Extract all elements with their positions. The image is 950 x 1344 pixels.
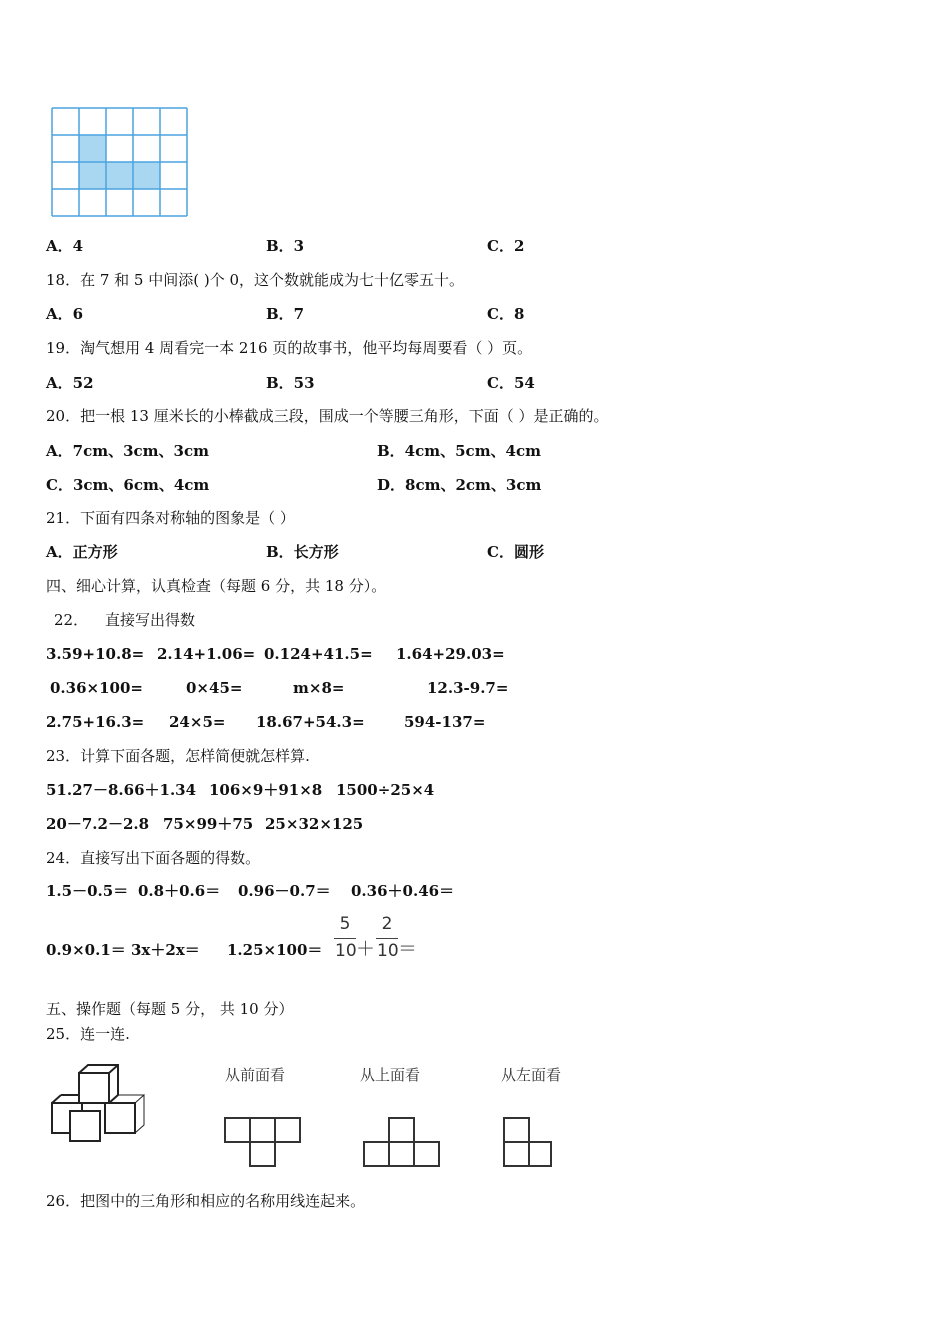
fraction-equals: ＝ xyxy=(398,938,418,960)
q20-stem: 20．把一根 13 厘米长的小棒截成三段，围成一个等腰三角形，下面（ ）是正确的。 xyxy=(46,407,609,425)
view-label-top: 从上面看 xyxy=(360,1066,421,1084)
view-label-front: 从前面看 xyxy=(225,1066,286,1084)
q22-expr: 18.67+54.3= xyxy=(256,713,365,731)
section-5-title: 五、操作题（每题 5 分， 共 10 分） xyxy=(46,1000,294,1018)
q18-option-b[interactable]: B．7 xyxy=(266,305,305,323)
view-label-left: 从左面看 xyxy=(501,1066,562,1084)
q22-expr: m×8= xyxy=(293,679,345,697)
q18-option-c[interactable]: C．8 xyxy=(487,305,525,323)
q22-expr: 24×5= xyxy=(169,713,226,731)
fraction-a-bar xyxy=(334,938,356,939)
q17-option-c[interactable]: C．2 xyxy=(487,237,525,255)
q24-expr: 0.96－0.7＝ xyxy=(238,882,331,900)
q24-expr: 0.9×0.1＝ xyxy=(46,941,126,959)
shaded-cell xyxy=(106,162,133,189)
fraction-b-bar xyxy=(376,938,398,939)
fraction-b-denominator: 10 xyxy=(377,941,399,961)
q20-option-a[interactable]: A．7cm、3cm、3cm xyxy=(46,442,209,460)
q22-number: 22． xyxy=(54,611,89,629)
q21-option-b[interactable]: B．长方形 xyxy=(266,543,339,561)
q22-expr: 2.75+16.3= xyxy=(46,713,145,731)
q22-expr: 3.59+10.8= xyxy=(46,645,145,663)
q22-expr: 0×45= xyxy=(186,679,243,697)
q22-expr: 594-137= xyxy=(404,713,486,731)
q24-stem: 24．直接写出下面各题的得数。 xyxy=(46,849,261,867)
front-view-figure[interactable] xyxy=(222,1115,304,1170)
q22-expr: 0.36×100= xyxy=(50,679,143,697)
q23-stem: 23．计算下面各题，怎样简便就怎样算. xyxy=(46,747,310,765)
q24-expr: 1.25×100＝ xyxy=(227,941,323,959)
q17-option-a[interactable]: A．4 xyxy=(46,237,84,255)
cube-stack-figure xyxy=(50,1063,162,1145)
section-4-title: 四、细心计算，认真检查（每题 6 分，共 18 分）。 xyxy=(46,577,387,595)
q21-stem: 21．下面有四条对称轴的图象是（ ） xyxy=(46,509,295,527)
q21-option-c[interactable]: C．圆形 xyxy=(487,543,544,561)
shaded-cell xyxy=(79,162,106,189)
q22-title: 直接写出得数 xyxy=(105,611,196,629)
q23-expr: 20－7.2－2.8 xyxy=(46,815,150,833)
shaded-cell xyxy=(133,162,160,189)
q23-expr: 51.27－8.66＋1.34 xyxy=(46,781,197,799)
q20-option-b[interactable]: B．4cm、5cm、4cm xyxy=(377,442,542,460)
q18-stem: 18．在 7 和 5 中间添( )个 0，这个数就能成为七十亿零五十。 xyxy=(46,271,465,289)
q21-option-a[interactable]: A．正方形 xyxy=(46,543,118,561)
shaded-grid-figure xyxy=(50,106,190,218)
q23-expr: 25×32×125 xyxy=(265,815,364,833)
q24-expr: 0.36＋0.46＝ xyxy=(351,882,455,900)
q22-expr: 0.124+41.5= xyxy=(264,645,373,663)
q20-option-d[interactable]: D．8cm、2cm、3cm xyxy=(377,476,542,494)
q22-expr: 1.64+29.03= xyxy=(396,645,505,663)
fraction-b-numerator: 2 xyxy=(381,914,393,934)
q23-expr: 1500÷25×4 xyxy=(336,781,435,799)
q20-option-c[interactable]: C．3cm、6cm、4cm xyxy=(46,476,210,494)
q24-expr: 3x＋2x＝ xyxy=(131,941,200,959)
q19-option-a[interactable]: A．52 xyxy=(46,374,94,392)
left-view-figure[interactable] xyxy=(501,1115,557,1170)
q19-stem: 19．淘气想用 4 周看完一本 216 页的故事书，他平均每周要看（ ）页。 xyxy=(46,339,533,357)
q18-option-a[interactable]: A．6 xyxy=(46,305,84,323)
fraction-plus: ＋ xyxy=(356,938,376,960)
q25-stem: 25．连一连. xyxy=(46,1025,130,1043)
q24-expr: 1.5－0.5＝ xyxy=(46,882,129,900)
q19-option-b[interactable]: B．53 xyxy=(266,374,315,392)
q23-expr: 106×9＋91×8 xyxy=(209,781,323,799)
q23-expr: 75×99＋75 xyxy=(163,815,254,833)
q17-option-b[interactable]: B．3 xyxy=(266,237,305,255)
top-view-figure[interactable] xyxy=(361,1115,443,1170)
fraction-a-numerator: 5 xyxy=(339,914,351,934)
q24-expr: 0.8＋0.6＝ xyxy=(138,882,221,900)
q26-stem: 26．把图中的三角形和相应的名称用线连起来。 xyxy=(46,1192,366,1210)
fraction-a-denominator: 10 xyxy=(335,941,357,961)
q22-expr: 2.14+1.06= xyxy=(157,645,256,663)
q19-option-c[interactable]: C．54 xyxy=(487,374,535,392)
q22-expr: 12.3-9.7= xyxy=(427,679,509,697)
shaded-cell xyxy=(79,135,106,162)
